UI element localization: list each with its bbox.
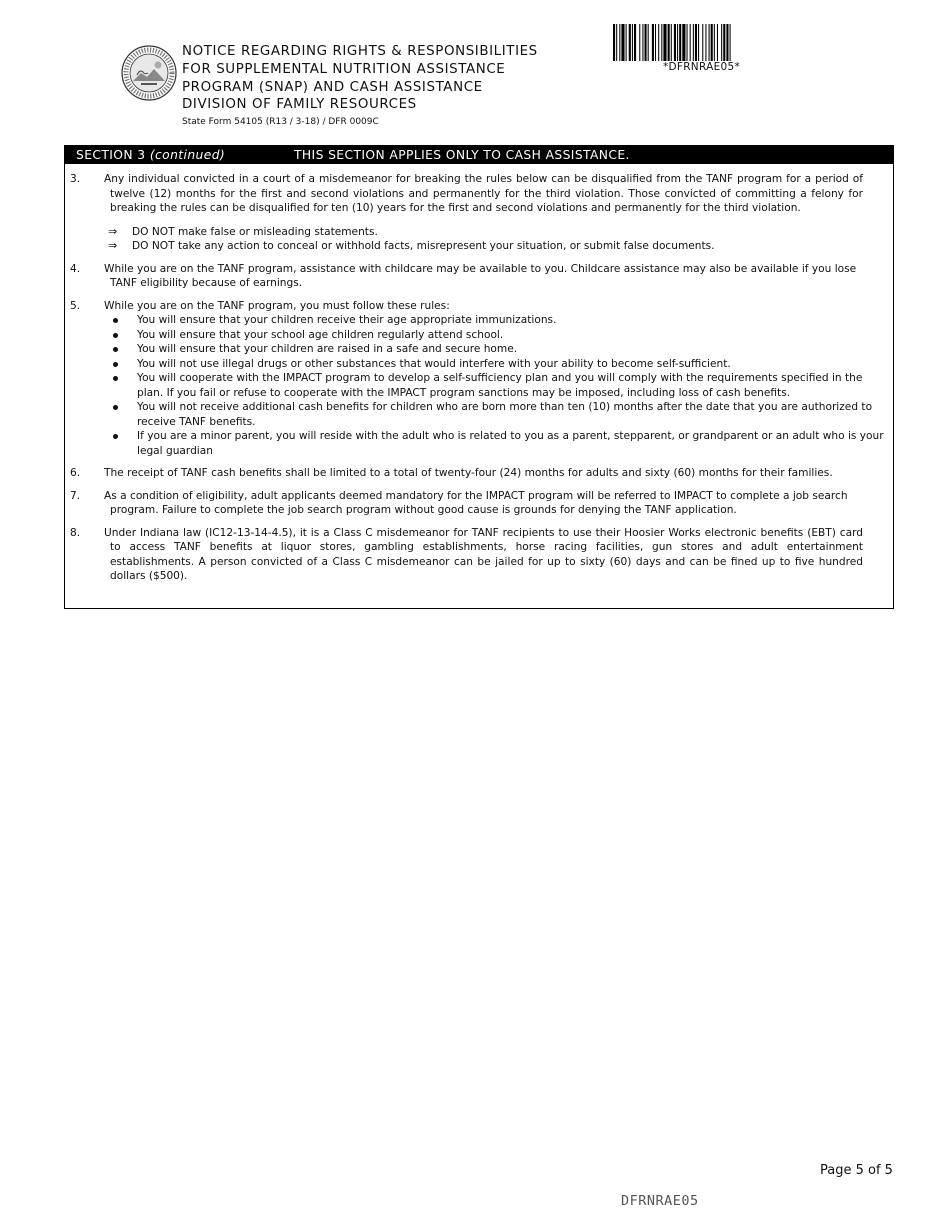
item-number: 4. [70,262,81,275]
bullet-icon [113,318,118,323]
list-item [65,466,893,481]
barcode-bar [626,24,627,61]
rule-item [104,400,885,429]
barcode-bar [671,24,672,61]
item-number: 7. [70,489,81,502]
barcode-bar [695,24,697,61]
warning-item [104,239,863,254]
item-number: 6. [70,467,81,479]
item-text: While you are on the TANF program, assistance with childcare may be available to you. Childcare assistance may also be available if you lose TANF eligibility because of earnings. [104,262,857,289]
page-number: Page 5 of 5 [820,1163,893,1178]
warning-text: DO NOT take any action to conceal or withhold facts, misrepresent your situation, or submit false documents. [132,240,715,252]
barcode-bar [726,24,728,61]
footer-doc-code: DFRNRAE05 [621,1193,699,1209]
warning-item [104,225,863,240]
barcode-icon [613,24,790,61]
form-title-line: DIVISION OF FAMILY RESOURCES [182,97,417,113]
bullet-icon [113,405,118,410]
barcode-bar [717,24,718,61]
barcode-bar [648,24,649,61]
bullet-icon [113,347,118,352]
barcode-bar [705,24,706,61]
barcode-bar [730,24,731,61]
barcode-bar [629,24,631,61]
form-title-line: PROGRAM (SNAP) AND CASH ASSISTANCE [182,79,483,95]
rule-text: You will not receive additional cash benefits for children who are born more than ten (10) months after the date that you are authorized to receive TANF benefits. [137,401,873,428]
list-item [65,262,893,291]
barcode-bar [723,24,725,61]
item-number: 8. [70,526,81,539]
barcode-bar [687,24,688,61]
barcode-bar [690,24,691,61]
list-item [65,489,893,518]
bullet-icon [113,333,118,338]
rule-item [104,371,885,400]
section-title: THIS SECTION APPLIES ONLY TO CASH ASSISTANCE. [294,148,630,162]
arrow-right-icon: ⇒ [108,239,118,252]
warning-text: DO NOT make false or misleading statements. [132,225,378,238]
form-title-line: NOTICE REGARDING RIGHTS & RESPONSIBILITIES [182,44,538,59]
barcode-bar [652,24,654,61]
barcode-bar [616,24,617,61]
rule-text: You will cooperate with the IMPACT program to develop a self-sufficiency plan and you will comply with the requirements specified in the plan. If you fail or refuse to cooperate with the IMPACT program sanctions may be imposed, including loss of cash benefits. [137,372,863,399]
item-text: As a condition of eligibility, adult applicants deemed mandatory for the IMPACT program will be referred to IMPACT to complete a job search program. Failure to complete the job search program without good cause is grounds for denying the TANF application. [104,489,848,516]
rule-item [104,342,885,357]
arrow-right-icon: ⇒ [108,224,118,238]
barcode-bar [663,24,666,61]
rule-item [104,328,885,343]
barcode-bar [619,24,620,61]
barcode-bar [634,24,636,61]
barcode-bar [674,24,676,61]
rule-list [104,313,884,458]
barcode-bar [677,24,678,61]
barcode-bar [642,24,643,61]
barcode-bar [621,24,624,61]
section-continued-note: (continued) [149,148,226,162]
barcode-bar [645,24,647,61]
barcode-bar [682,24,685,61]
rule-text: If you are a minor parent, you will reside with the adult who is related to you as a parent, stepparent, or grandparent or an adult who is your legal guardian [137,430,884,457]
bullet-icon [113,434,118,439]
item-number: 5. [70,299,81,312]
section-label [76,146,225,164]
list-item [65,526,893,584]
section-number: SECTION 3 [76,148,146,162]
item-text: Under Indiana law (IC12-13-14-4.5), it is a Class C misdemeanor for TANF recipients to use their Hoosier Works electronic benefits (EBT) card to access TANF benefits at liquor stores, gambling establishments, horse racing facilities, gun stores and adult entertainment establishments. A person convicted of a Class C misdemeanor can be jailed for up to sixty (60) days and can be fined up to five hundred dollars ($500). [104,526,863,582]
bullet-icon [113,376,118,381]
rule-item [104,357,885,372]
rule-text: You will ensure that your children receive their age appropriate immunizations. [137,314,557,326]
rule-text: You will ensure that your school age children regularly attend school. [137,328,504,341]
form-title-block [182,43,602,129]
barcode-bar [661,24,662,61]
barcode-bar [668,24,670,61]
rule-item [104,313,885,328]
form-title-line: FOR SUPPLEMENTAL NUTRITION ASSISTANCE [182,61,506,77]
item-text: Any individual convicted in a court of a misdemeanor for breaking the rules below can be disqualified from the TANF program for a period of twelve (12) months for the first and second violations and permanently for the third violation. Those convicted of committing a felony for breaking the rules can be disqualified for ten (10) years for the first and second violations and permanently for the third violation. [104,173,863,214]
item-text: The receipt of TANF cash benefits shall be limited to a total of twenty-four (24) months for adults and sixty (60) months for their families. [104,467,833,479]
item-number: 3. [70,173,81,185]
barcode-bar [693,24,694,61]
list-item [65,299,893,459]
barcode-bar [655,24,656,61]
item-text: While you are on the TANF program, you must follow these rules: [104,299,450,312]
barcode-bar [714,24,715,61]
section-content [65,172,893,592]
list-item [65,172,893,254]
barcode-bar [702,24,703,61]
state-seal-icon [121,45,177,101]
barcode-bar [698,24,699,61]
barcode-bar [711,24,713,61]
rule-item [104,429,885,458]
form-id: State Form 54105 (R13 / 3-18) / DFR 0009C [182,117,379,128]
barcode-text: *DFRNRAE05* [662,61,741,73]
bullet-icon [113,362,118,367]
barcode-bar [613,24,615,61]
barcode-bar [639,24,640,61]
warning-list [104,225,863,254]
barcode-bar [679,24,681,61]
rule-text: You will ensure that your children are raised in a safe and secure home. [137,343,518,355]
rule-text: You will not use illegal drugs or other substances that would interfere with your ability to become self-sufficient. [137,357,731,370]
barcode-bar [632,24,633,61]
barcode-bar [709,24,710,61]
section-header [65,146,893,164]
section-box [64,145,894,609]
barcode-bar [658,24,659,61]
barcode-bar [721,24,722,61]
